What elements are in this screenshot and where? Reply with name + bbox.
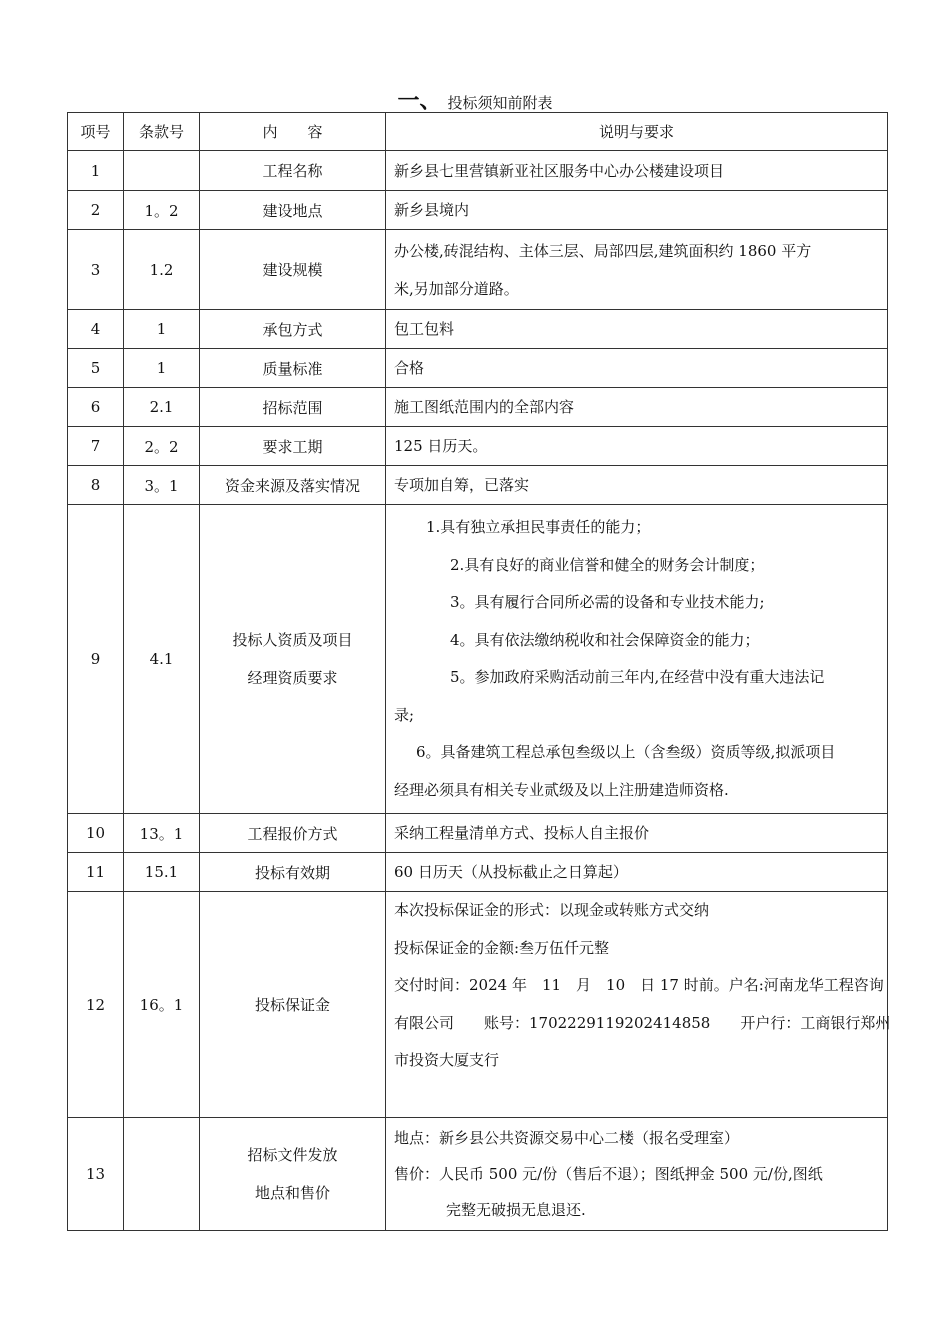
content-line: 招标文件发放 bbox=[247, 1146, 338, 1164]
row-desc: 60 日历天（从投标截止之日算起） bbox=[386, 853, 888, 892]
desc-line: 售价：人民币 500 元/份（售后不退）；图纸押金 500 元/份,图纸 bbox=[394, 1165, 823, 1183]
desc-line: 5。参加政府采购活动前三年内,在经营中没有重大违法记 bbox=[450, 668, 825, 686]
desc-line: 有限公司 账号：1702229119202414858 开户行：工商银行郑州 bbox=[394, 1013, 891, 1032]
desc-line: 2.具有良好的商业信誉和健全的财务会计制度； bbox=[450, 555, 765, 574]
table-row bbox=[68, 427, 888, 466]
row-content: 建设地点 bbox=[200, 191, 386, 230]
section-number: 一、 bbox=[397, 89, 442, 114]
row-content: 工程报价方式 bbox=[200, 814, 386, 853]
row-desc: 施工图纸范围内的全部内容 bbox=[386, 388, 888, 427]
table-row bbox=[68, 230, 888, 310]
row-content: 工程名称 bbox=[200, 151, 386, 191]
row-clause: 4.1 bbox=[124, 505, 200, 814]
row-no: 8 bbox=[68, 466, 124, 505]
content-line: 地点和售价 bbox=[254, 1184, 330, 1202]
section-title-text: 投标须知前附表 bbox=[447, 94, 553, 112]
desc-line: 市投资大厦支行 bbox=[394, 1051, 500, 1069]
desc-line: 6。具备建筑工程总承包叁级以上（含叁级）资质等级,拟派项目 bbox=[416, 743, 836, 761]
row-desc: 125 日历天。 bbox=[386, 427, 888, 466]
row-clause: 13。1 bbox=[124, 814, 200, 853]
table-row bbox=[68, 814, 888, 853]
row-no: 10 bbox=[68, 814, 124, 853]
row-content: 质量标准 bbox=[200, 349, 386, 388]
content-line: 经理资质要求 bbox=[247, 669, 338, 687]
desc-line: 投标保证金的金额:叁万伍仟元整 bbox=[394, 938, 610, 957]
row-clause bbox=[124, 151, 200, 191]
table-row bbox=[68, 853, 888, 892]
row-no: 9 bbox=[68, 505, 124, 814]
row-clause: 2。2 bbox=[124, 427, 200, 466]
row-desc: 包工包料 bbox=[386, 310, 888, 349]
row-no: 1 bbox=[68, 151, 124, 191]
row-content: 承包方式 bbox=[200, 310, 386, 349]
desc-line: 4。具有依法缴纳税收和社会保障资金的能力； bbox=[450, 630, 760, 649]
table-header-row bbox=[68, 113, 888, 151]
row-clause: 15.1 bbox=[124, 853, 200, 892]
header-item: 项号 bbox=[68, 113, 124, 151]
table-row bbox=[68, 349, 888, 388]
row-clause: 1 bbox=[124, 349, 200, 388]
row-clause: 16。1 bbox=[124, 892, 200, 1118]
row-content: 投标保证金 bbox=[200, 892, 386, 1118]
section-title bbox=[0, 84, 950, 115]
row-desc: 合格 bbox=[386, 349, 888, 388]
row-desc bbox=[386, 1118, 888, 1231]
row-clause bbox=[124, 1118, 200, 1231]
row-desc bbox=[386, 505, 888, 814]
row-no: 4 bbox=[68, 310, 124, 349]
row-no: 5 bbox=[68, 349, 124, 388]
row-content: 建设规模 bbox=[200, 230, 386, 310]
row-clause: 2.1 bbox=[124, 388, 200, 427]
table-row bbox=[68, 1118, 888, 1231]
desc-line: 本次投标保证金的形式：以现金或转账方式交纳 bbox=[394, 901, 710, 919]
row-content: 招标范围 bbox=[200, 388, 386, 427]
desc-line: 录; bbox=[394, 705, 415, 724]
content-line: 投标人资质及项目 bbox=[232, 631, 353, 649]
row-no: 2 bbox=[68, 191, 124, 230]
row-clause: 3。1 bbox=[124, 466, 200, 505]
row-desc: 新乡县境内 bbox=[386, 191, 888, 230]
row-no: 13 bbox=[68, 1118, 124, 1231]
table-row bbox=[68, 310, 888, 349]
row-desc: 专项加自筹，已落实 bbox=[386, 466, 888, 505]
row-content: 资金来源及落实情况 bbox=[200, 466, 386, 505]
row-desc: 采纳工程量清单方式、投标人自主报价 bbox=[386, 814, 888, 853]
row-content: 要求工期 bbox=[200, 427, 386, 466]
row-clause: 1 bbox=[124, 310, 200, 349]
header-clause: 条款号 bbox=[124, 113, 200, 151]
desc-line: 地点：新乡县公共资源交易中心二楼（报名受理室） bbox=[394, 1129, 740, 1147]
bid-notice-table bbox=[67, 112, 891, 1231]
row-desc: 新乡县七里营镇新亚社区服务中心办公楼建设项目 bbox=[386, 151, 888, 191]
row-desc bbox=[386, 230, 888, 310]
row-clause: 1。2 bbox=[124, 191, 200, 230]
row-content bbox=[200, 505, 386, 814]
desc-line: 米,另加部分道路。 bbox=[394, 279, 519, 298]
row-content: 投标有效期 bbox=[200, 853, 386, 892]
desc-line: 经理必须具有相关专业贰级及以上注册建造师资格. bbox=[394, 780, 729, 799]
row-no: 11 bbox=[68, 853, 124, 892]
desc-line: 完整无破损无息退还. bbox=[446, 1201, 586, 1219]
desc-line: 3。具有履行合同所必需的设备和专业技术能力; bbox=[450, 593, 765, 611]
table-row bbox=[68, 388, 888, 427]
table-row bbox=[68, 151, 888, 191]
desc-line: 办公楼,砖混结构、主体三层、局部四层,建筑面积约 1860 平方 bbox=[394, 241, 812, 260]
row-no: 3 bbox=[68, 230, 124, 310]
table-row bbox=[68, 191, 888, 230]
table-row bbox=[68, 505, 888, 814]
row-clause: 1.2 bbox=[124, 230, 200, 310]
header-desc: 说明与要求 bbox=[386, 113, 888, 151]
table-row bbox=[68, 892, 888, 1118]
desc-line: 1.具有独立承担民事责任的能力； bbox=[426, 518, 651, 536]
row-no: 6 bbox=[68, 388, 124, 427]
row-no: 7 bbox=[68, 427, 124, 466]
header-content: 内 容 bbox=[200, 113, 386, 151]
row-no: 12 bbox=[68, 892, 124, 1118]
row-content bbox=[200, 1118, 386, 1231]
table-row bbox=[68, 466, 888, 505]
row-desc bbox=[386, 892, 891, 1118]
desc-line: 交付时间：2024 年 11 月 10 日 17 时前。户名:河南龙华工程咨询 bbox=[394, 976, 884, 994]
